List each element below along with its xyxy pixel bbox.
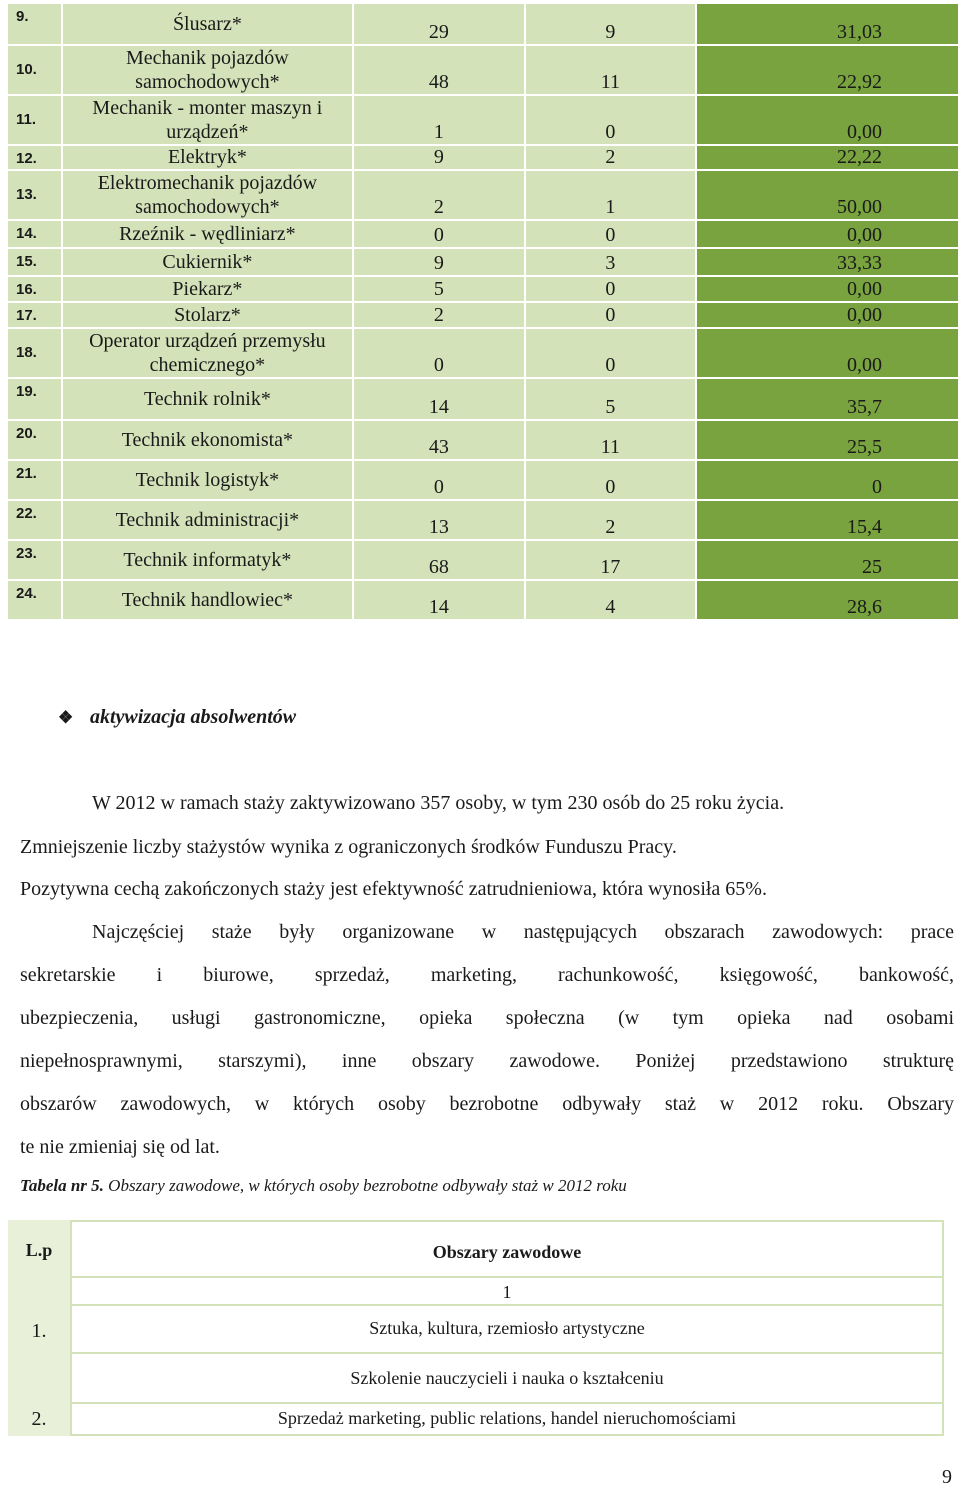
percentage-cell xyxy=(697,171,960,221)
occupation-name: Mechanik pojazdów samochodowych* xyxy=(126,47,289,93)
count-total-cell xyxy=(354,221,526,249)
row-text-cell xyxy=(70,1306,944,1354)
table-row xyxy=(8,171,960,221)
occupation-name-cell xyxy=(63,329,354,379)
occupation-name: Technik informatyk* xyxy=(123,548,292,571)
occupation-name-cell xyxy=(63,303,354,329)
row-number: 13. xyxy=(16,186,37,203)
count-total: 0 xyxy=(433,354,444,376)
occupation-name: Mechanik - monter maszyn i urządzeń* xyxy=(92,97,323,143)
occupation-name: Piekarz* xyxy=(172,277,243,300)
count-activated: 0 xyxy=(605,304,616,326)
row-number-cell xyxy=(8,581,63,621)
header-lp-cell xyxy=(8,1220,70,1278)
occupation-name-cell xyxy=(63,581,354,621)
percentage-cell xyxy=(697,221,960,249)
count-total: 43 xyxy=(428,436,449,458)
percentage: 22,22 xyxy=(837,146,882,168)
paragraph2-line: te nie zmieniaj się od lat. xyxy=(20,1136,220,1158)
percentage-cell xyxy=(697,46,960,96)
count-total: 1 xyxy=(433,121,444,143)
percentage-cell xyxy=(697,96,960,146)
subheader-lp-cell xyxy=(8,1278,70,1306)
count-total: 68 xyxy=(428,556,449,578)
subheader-number: 1 xyxy=(502,1282,512,1302)
percentage-cell xyxy=(697,329,960,379)
paragraph1-line: W 2012 w ramach staży zaktywizowano 357 osoby, w tym 230 osób do 25 roku życia. xyxy=(92,792,785,814)
row-number-cell xyxy=(8,221,63,249)
row-number-cell xyxy=(8,461,63,501)
table-row xyxy=(8,46,960,96)
table-row xyxy=(8,146,960,171)
count-activated: 5 xyxy=(605,396,616,418)
table-row xyxy=(8,96,960,146)
count-activated: 4 xyxy=(605,596,616,618)
count-total: 48 xyxy=(428,71,449,93)
caption-text: Obszary zawodowe, w których osoby bezrobotne odbywały staż w 2012 roku xyxy=(103,1176,627,1195)
occupation-name-cell xyxy=(63,146,354,171)
count-activated-cell xyxy=(526,4,698,46)
row-number: 9. xyxy=(16,8,29,25)
row-number: 11. xyxy=(16,111,37,128)
occupation-name-cell xyxy=(63,96,354,146)
row-number-cell xyxy=(8,303,63,329)
occupation-name-cell xyxy=(63,4,354,46)
count-total-cell xyxy=(354,329,526,379)
occupation-name: Technik administracji* xyxy=(115,508,300,531)
table-row xyxy=(8,303,960,329)
count-activated: 11 xyxy=(600,71,620,93)
count-activated: 1 xyxy=(605,196,616,218)
percentage-cell xyxy=(697,4,960,46)
table-row xyxy=(8,501,960,541)
row-number-cell xyxy=(8,277,63,303)
count-total: 14 xyxy=(428,396,449,418)
occupation-name-cell xyxy=(63,171,354,221)
count-activated-cell xyxy=(526,249,698,277)
count-total: 14 xyxy=(428,596,449,618)
table-row xyxy=(8,581,960,621)
count-total: 13 xyxy=(428,516,449,538)
paragraph2-line: niepełnosprawnymi, starszymi), inne obszary zawodowe. Poniżej przedstawiono strukturę xyxy=(20,1050,954,1072)
caption-label: Tabela nr 5. xyxy=(20,1176,104,1195)
percentage-cell xyxy=(697,277,960,303)
diamond-bullet-icon: ❖ xyxy=(58,708,74,727)
paragraph2-line: ubezpieczenia, usługi gastronomiczne, opieka społeczna (w tym opieka nad osobami xyxy=(20,1007,954,1029)
row-number: 19. xyxy=(16,383,37,400)
table-row xyxy=(8,379,960,421)
count-activated-cell xyxy=(526,46,698,96)
occupation-name: Elektromechanik pojazdów samochodowych* xyxy=(97,172,318,218)
row-number-cell xyxy=(8,171,63,221)
row-number: 16. xyxy=(16,281,37,298)
occupation-name: Operator urządzeń przemysłu chemicznego* xyxy=(89,330,326,376)
row-number-cell xyxy=(8,4,63,46)
row-number-cell xyxy=(8,541,63,581)
count-activated-cell xyxy=(526,421,698,461)
percentage: 35,7 xyxy=(847,396,882,418)
count-activated: 2 xyxy=(605,146,616,168)
count-activated-cell xyxy=(526,461,698,501)
count-activated-cell xyxy=(526,501,698,541)
occupation-name-cell xyxy=(63,46,354,96)
paragraph1-line: Zmniejszenie liczby stażystów wynika z ograniczonych środków Funduszu Pracy. xyxy=(20,836,677,858)
count-total-cell xyxy=(354,501,526,541)
count-activated: 0 xyxy=(605,354,616,376)
count-activated: 11 xyxy=(600,436,620,458)
paragraph2-line: sekretarskie i biurowe, sprzedaż, marketing, rachunkowość, księgowość, bankowość, xyxy=(20,964,954,986)
header-lp: L.p xyxy=(25,1240,53,1260)
occupation-name-cell xyxy=(63,277,354,303)
table-row xyxy=(8,461,960,501)
row-number: 22. xyxy=(16,505,37,522)
percentage: 25,5 xyxy=(847,436,882,458)
count-activated-cell xyxy=(526,221,698,249)
count-activated-cell xyxy=(526,379,698,421)
section-heading-text: aktywizacja absolwentów xyxy=(90,706,297,728)
percentage: 0 xyxy=(872,476,882,498)
percentage-cell xyxy=(697,421,960,461)
occupation-name-cell xyxy=(63,249,354,277)
count-total-cell xyxy=(354,379,526,421)
row-text: Szkolenie nauczycieli i nauka o kształceniu xyxy=(350,1368,664,1388)
percentage-cell xyxy=(697,541,960,581)
count-activated: 2 xyxy=(605,516,616,538)
count-activated: 0 xyxy=(605,121,616,143)
paragraph1-line: Pozytywna cechą zakończonych staży jest efektywność zatrudnieniowa, która wynosiła 65%. xyxy=(20,878,767,900)
percentage-cell xyxy=(697,379,960,421)
count-total: 9 xyxy=(433,252,444,274)
row-number: 20. xyxy=(16,425,37,442)
count-activated: 3 xyxy=(605,252,616,274)
row-number-cell xyxy=(8,501,63,541)
percentage: 33,33 xyxy=(837,252,882,274)
count-activated-cell xyxy=(526,146,698,171)
count-total-cell xyxy=(354,541,526,581)
percentage-cell xyxy=(697,501,960,541)
count-activated-cell xyxy=(526,171,698,221)
percentage: 25 xyxy=(862,556,882,578)
percentage: 0,00 xyxy=(847,224,882,246)
row-number-cell xyxy=(8,96,63,146)
row-number: 17. xyxy=(16,307,37,324)
table-row xyxy=(8,421,960,461)
count-activated-cell xyxy=(526,96,698,146)
percentage-cell xyxy=(697,461,960,501)
row-number: 15. xyxy=(16,253,37,270)
count-total: 5 xyxy=(433,278,444,300)
percentage: 31,03 xyxy=(837,21,882,43)
percentage: 0,00 xyxy=(847,354,882,376)
page-number: 9 xyxy=(942,1466,952,1488)
occupation-name: Technik logistyk* xyxy=(135,468,280,491)
row-number-cell xyxy=(8,379,63,421)
count-activated: 0 xyxy=(605,476,616,498)
percentage: 22,92 xyxy=(837,71,882,93)
occupation-name: Technik handlowiec* xyxy=(121,588,294,611)
percentage: 50,00 xyxy=(837,196,882,218)
occupation-name: Elektryk* xyxy=(167,146,247,168)
percentage-cell xyxy=(697,146,960,171)
occupation-name: Rzeźnik - wędliniarz* xyxy=(119,222,296,245)
occupation-name: Cukiernik* xyxy=(162,250,253,273)
row-number: 23. xyxy=(16,545,37,562)
row-number-cell xyxy=(8,46,63,96)
subheader-cell xyxy=(70,1278,944,1306)
count-activated: 0 xyxy=(605,278,616,300)
row-lp: 2. xyxy=(31,1408,47,1430)
count-total-cell xyxy=(354,171,526,221)
occupation-name-cell xyxy=(63,379,354,421)
header-areas-cell xyxy=(70,1220,944,1278)
table-row xyxy=(8,329,960,379)
occupation-name-cell xyxy=(63,501,354,541)
row-number: 21. xyxy=(16,465,37,482)
table-row xyxy=(8,249,960,277)
percentage: 0,00 xyxy=(847,278,882,300)
row-number: 18. xyxy=(16,344,37,361)
count-activated-cell xyxy=(526,329,698,379)
table-row xyxy=(8,221,960,249)
count-activated: 0 xyxy=(605,224,616,246)
row-lp: 1. xyxy=(31,1320,47,1342)
row-lp-cell xyxy=(8,1354,70,1404)
row-number: 24. xyxy=(16,585,37,602)
row-lp-cell xyxy=(8,1404,70,1436)
occupation-table-grid xyxy=(8,4,960,621)
count-activated-cell xyxy=(526,581,698,621)
occupation-name: Technik rolnik* xyxy=(143,387,271,410)
count-total-cell xyxy=(354,581,526,621)
row-number: 14. xyxy=(16,225,37,242)
count-activated: 9 xyxy=(605,21,616,43)
row-number: 12. xyxy=(16,150,37,167)
count-total-cell xyxy=(354,303,526,329)
occupation-name: Stolarz* xyxy=(174,303,241,326)
count-total-cell xyxy=(354,96,526,146)
row-number: 10. xyxy=(16,61,37,78)
count-total: 2 xyxy=(433,196,444,218)
paragraph2-line: obszarów zawodowych, w których osoby bezrobotne odbywały staż w 2012 roku. Obszary xyxy=(20,1093,954,1115)
paragraph2-line: Najczęściej staże były organizowane w następujących obszarach zawodowych: prace xyxy=(92,921,954,943)
count-total-cell xyxy=(354,421,526,461)
count-total-cell xyxy=(354,4,526,46)
count-total-cell xyxy=(354,46,526,96)
percentage: 28,6 xyxy=(847,596,882,618)
row-number-cell xyxy=(8,146,63,171)
row-text-cell xyxy=(70,1354,944,1404)
occupation-name: Ślusarz* xyxy=(172,12,242,35)
row-text: Sprzedaż marketing, public relations, handel nieruchomościami xyxy=(277,1408,737,1428)
section-heading xyxy=(58,706,296,729)
occupation-name-cell xyxy=(63,541,354,581)
count-total-cell xyxy=(354,249,526,277)
percentage-cell xyxy=(697,249,960,277)
count-total: 9 xyxy=(433,146,444,168)
percentage: 0,00 xyxy=(847,121,882,143)
count-total: 0 xyxy=(433,476,444,498)
row-text: Sztuka, kultura, rzemiosło artystyczne xyxy=(369,1318,645,1338)
row-text-cell xyxy=(70,1404,944,1436)
count-activated-cell xyxy=(526,541,698,581)
count-activated-cell xyxy=(526,277,698,303)
count-total-cell xyxy=(354,146,526,171)
count-total: 2 xyxy=(433,304,444,326)
row-lp-cell xyxy=(8,1306,70,1354)
header-areas: Obszary zawodowe xyxy=(432,1242,582,1262)
table-row xyxy=(8,541,960,581)
count-total-cell xyxy=(354,461,526,501)
percentage-cell xyxy=(697,303,960,329)
table-row xyxy=(8,4,960,46)
row-number-cell xyxy=(8,421,63,461)
count-total: 0 xyxy=(433,224,444,246)
row-number-cell xyxy=(8,329,63,379)
count-activated: 17 xyxy=(600,556,621,578)
percentage-cell xyxy=(697,581,960,621)
count-total: 29 xyxy=(428,21,449,43)
row-number-cell xyxy=(8,249,63,277)
percentage: 0,00 xyxy=(847,304,882,326)
occupation-name-cell xyxy=(63,221,354,249)
table-row xyxy=(8,277,960,303)
table-caption xyxy=(20,1176,627,1196)
occupation-name: Technik ekonomista* xyxy=(121,428,294,451)
percentage: 15,4 xyxy=(847,516,882,538)
occupation-name-cell xyxy=(63,461,354,501)
count-activated-cell xyxy=(526,303,698,329)
occupation-name-cell xyxy=(63,421,354,461)
count-total-cell xyxy=(354,277,526,303)
